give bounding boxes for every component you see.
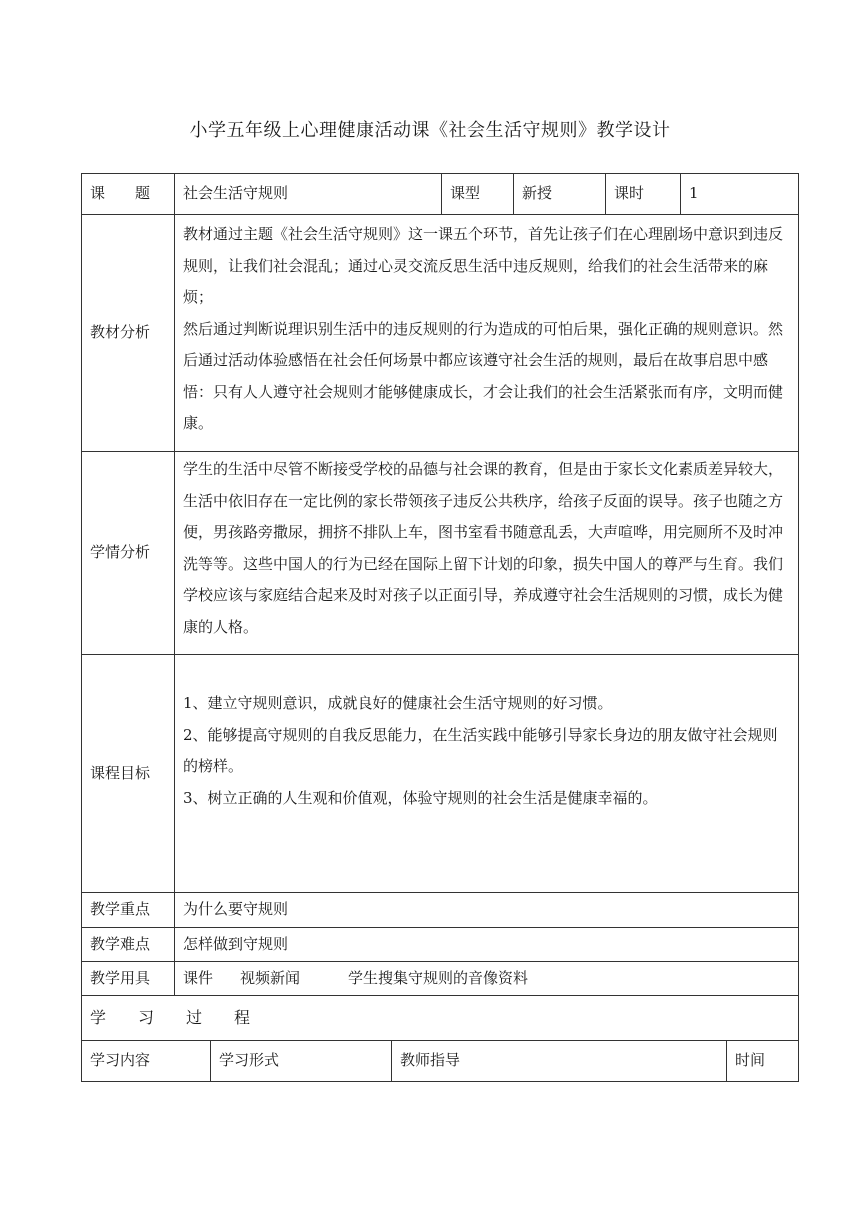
material-analysis-paragraph: 然后通过判断说理识别生活中的违反规则的行为造成的可怕后果，强化正确的规则意识。然后通过活动体验感悟在社会任何场景中都应该遵守社会生活的规则，最后在故事启思中感悟：只有人人遵守社会规则才能够健康成长，才会让我们的社会生活紧张而有序，文明而健康。: [183, 319, 784, 432]
column-header-time: 时间: [726, 1041, 798, 1081]
objectives-label: 课程目标: [90, 763, 151, 782]
student-analysis-body: [174, 452, 798, 654]
student-analysis-text: 学生的生活中尽管不断接受学校的品德与社会课的教育，但是由于家长文化素质差异较大，生活中依旧存在一定比例的家长带领孩子违反公共秩序，给孩子反面的误导。孩子也随之方便，男孩路旁撒尿，拥挤不排队上车，图书室看书随意乱丢，大声喧哗，用完厕所不及时冲洗等等。这些中国人的行为已经在国际上留下计划的印象，损失中国人的尊严与生育。我们学校应该与家庭结合起来及时对孩子以正面引导，养成遵守社会生活规则的习惯，成长为健康的人格。: [183, 460, 784, 636]
table-row-material-analysis: [81, 214, 799, 451]
material-analysis-label: 教材分析: [90, 323, 151, 342]
objective-item: 1、建立守规则意识，成就良好的健康社会生活守规则的好习惯。: [183, 694, 613, 712]
process-heading: 学 习 过 程: [90, 1008, 251, 1028]
table-row-process-heading: [81, 995, 799, 1040]
document-title: 小学五年级上心理健康活动课《社会生活守规则》教学设计: [189, 120, 671, 141]
objective-item: 2、能够提高守规则的自我反思能力，在生活实践中能够引导家长身边的朋友做守社会规则的榜样。: [183, 725, 778, 775]
tool-item: 课件: [183, 968, 214, 987]
key-point-label: 教学重点: [90, 900, 151, 919]
table-row-key-point: [81, 892, 799, 927]
column-header-content: 学习内容: [90, 1051, 151, 1070]
objective-item: 3、树立正确的人生观和价值观，体验守规则的社会生活是健康幸福的。: [183, 788, 658, 807]
topic-value: 社会生活守规则: [174, 174, 441, 214]
objectives-body: [174, 655, 798, 892]
type-value: 新授: [513, 174, 605, 214]
table-row-difficulty: [81, 927, 799, 961]
difficulty-value: 怎样做到守规则: [174, 928, 798, 961]
key-point-value: 为什么要守规则: [174, 893, 798, 927]
tool-item: 视频新闻: [240, 968, 301, 987]
table-row-tools: [81, 961, 799, 995]
tool-item: 学生搜集守规则的音像资料: [348, 968, 529, 987]
material-analysis-paragraph: 教材通过主题《社会生活守规则》这一课五个环节，首先让孩子们在心理剧场中意识到违反规则，让我们社会混乱；通过心灵交流反思生活中违反规则，给我们的社会生活带来的麻烦；: [183, 225, 784, 306]
material-analysis-body: [174, 215, 798, 451]
tools-label: 教学用具: [90, 968, 151, 987]
student-analysis-label: 学情分析: [90, 543, 151, 562]
tools-value: [174, 962, 798, 995]
hours-label: 课时: [605, 174, 680, 214]
table-row-student-analysis: [81, 451, 799, 654]
hours-value: 1: [680, 174, 798, 214]
column-header-form: 学习形式: [210, 1041, 391, 1081]
topic-label: 课 题: [90, 184, 151, 203]
table-row-objectives: [81, 654, 799, 892]
table-row-process-columns: [81, 1040, 799, 1082]
table-row-topic: [81, 173, 799, 214]
difficulty-label: 教学难点: [90, 934, 151, 953]
column-header-guidance: 教师指导: [391, 1041, 726, 1081]
type-label: 课型: [441, 174, 513, 214]
lesson-plan-table: [81, 173, 799, 1082]
